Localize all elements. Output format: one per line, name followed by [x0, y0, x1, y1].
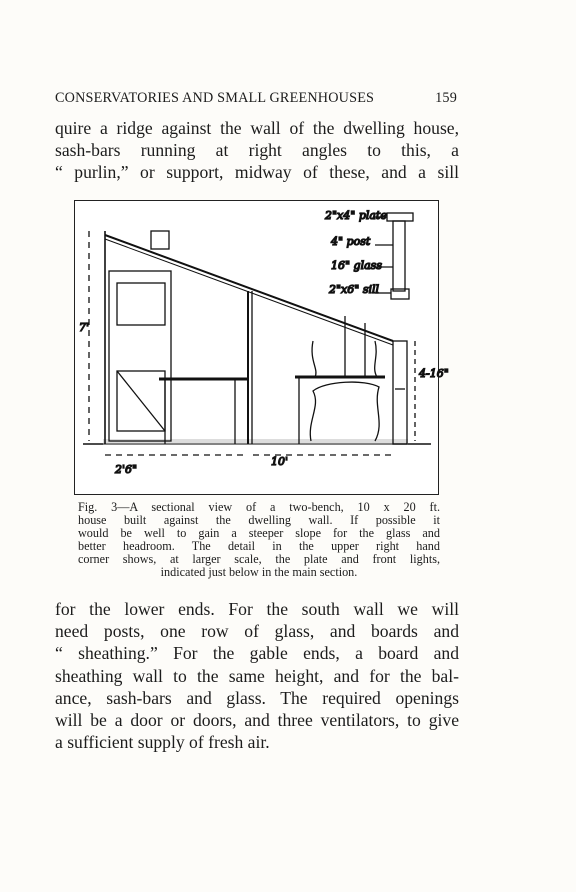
text-line: sheathing wall to the same height, and for the bal- [55, 665, 459, 686]
front-wall [393, 341, 407, 444]
label-height-left: 7' [79, 321, 90, 334]
ridge-block [151, 231, 169, 249]
caption-line: Fig. 3—A sectional view of a two-bench, 10 x 20 ft. [78, 500, 440, 514]
page-number: 159 [435, 90, 457, 106]
text-line: quire a ridge against the wall of the dwelling house, [55, 118, 459, 138]
figure-caption [78, 501, 440, 579]
greenhouse-section-figure [74, 200, 449, 495]
section-drawing [75, 201, 449, 493]
text-line: “ purlin,” or support, midway of these, and a sill [55, 162, 459, 183]
label-height-right: 4-16" [419, 367, 449, 380]
label-glass: 16" glass [331, 259, 382, 272]
label-width-left: 2'6" [115, 463, 138, 476]
caption-line: corner shows, at larger scale, the plate and front lights, [78, 552, 440, 566]
label-sill: 2"x6" sill [329, 283, 380, 296]
text-line: “ sheathing.” For the gable ends, a board and [55, 643, 459, 664]
detail-plate [387, 213, 413, 221]
label-plate: 2"x4" plate [325, 209, 387, 222]
text-line: a sufficient supply of fresh air. [55, 732, 270, 753]
label-width-main: 10' [271, 455, 289, 468]
label-post: 4" post [331, 235, 371, 248]
text-line: ance, sash-bars and glass. The required openings [55, 687, 459, 708]
text-line: will be a door or doors, and three ventilators, to give [55, 710, 459, 731]
text-line: sash-bars running at right angles to this, a [55, 140, 459, 161]
cutaway-soil [310, 382, 379, 441]
door-brace [117, 371, 165, 431]
running-header [55, 90, 457, 107]
caption-line: indicated just below in the main section. [160, 565, 358, 579]
dwelling-door [109, 271, 171, 441]
text-line: for the lower ends. For the south wall we will [55, 599, 459, 619]
caption-line: house built against the dwelling wall. If possible it [78, 513, 440, 527]
door-panel-top [117, 283, 165, 325]
detail-post [393, 221, 405, 291]
running-title: CONSERVATORIES AND SMALL GREENHOUSES [55, 90, 375, 106]
paragraph-top [55, 117, 459, 184]
text-line: need posts, one row of glass, and boards and [55, 621, 459, 642]
paragraph-bottom [55, 598, 459, 753]
floor-hatch [103, 439, 408, 445]
caption-line: better headroom. The detail in the upper right hand [78, 539, 440, 553]
caption-line: would be well to gain a steeper slope for the glass and [78, 526, 440, 540]
